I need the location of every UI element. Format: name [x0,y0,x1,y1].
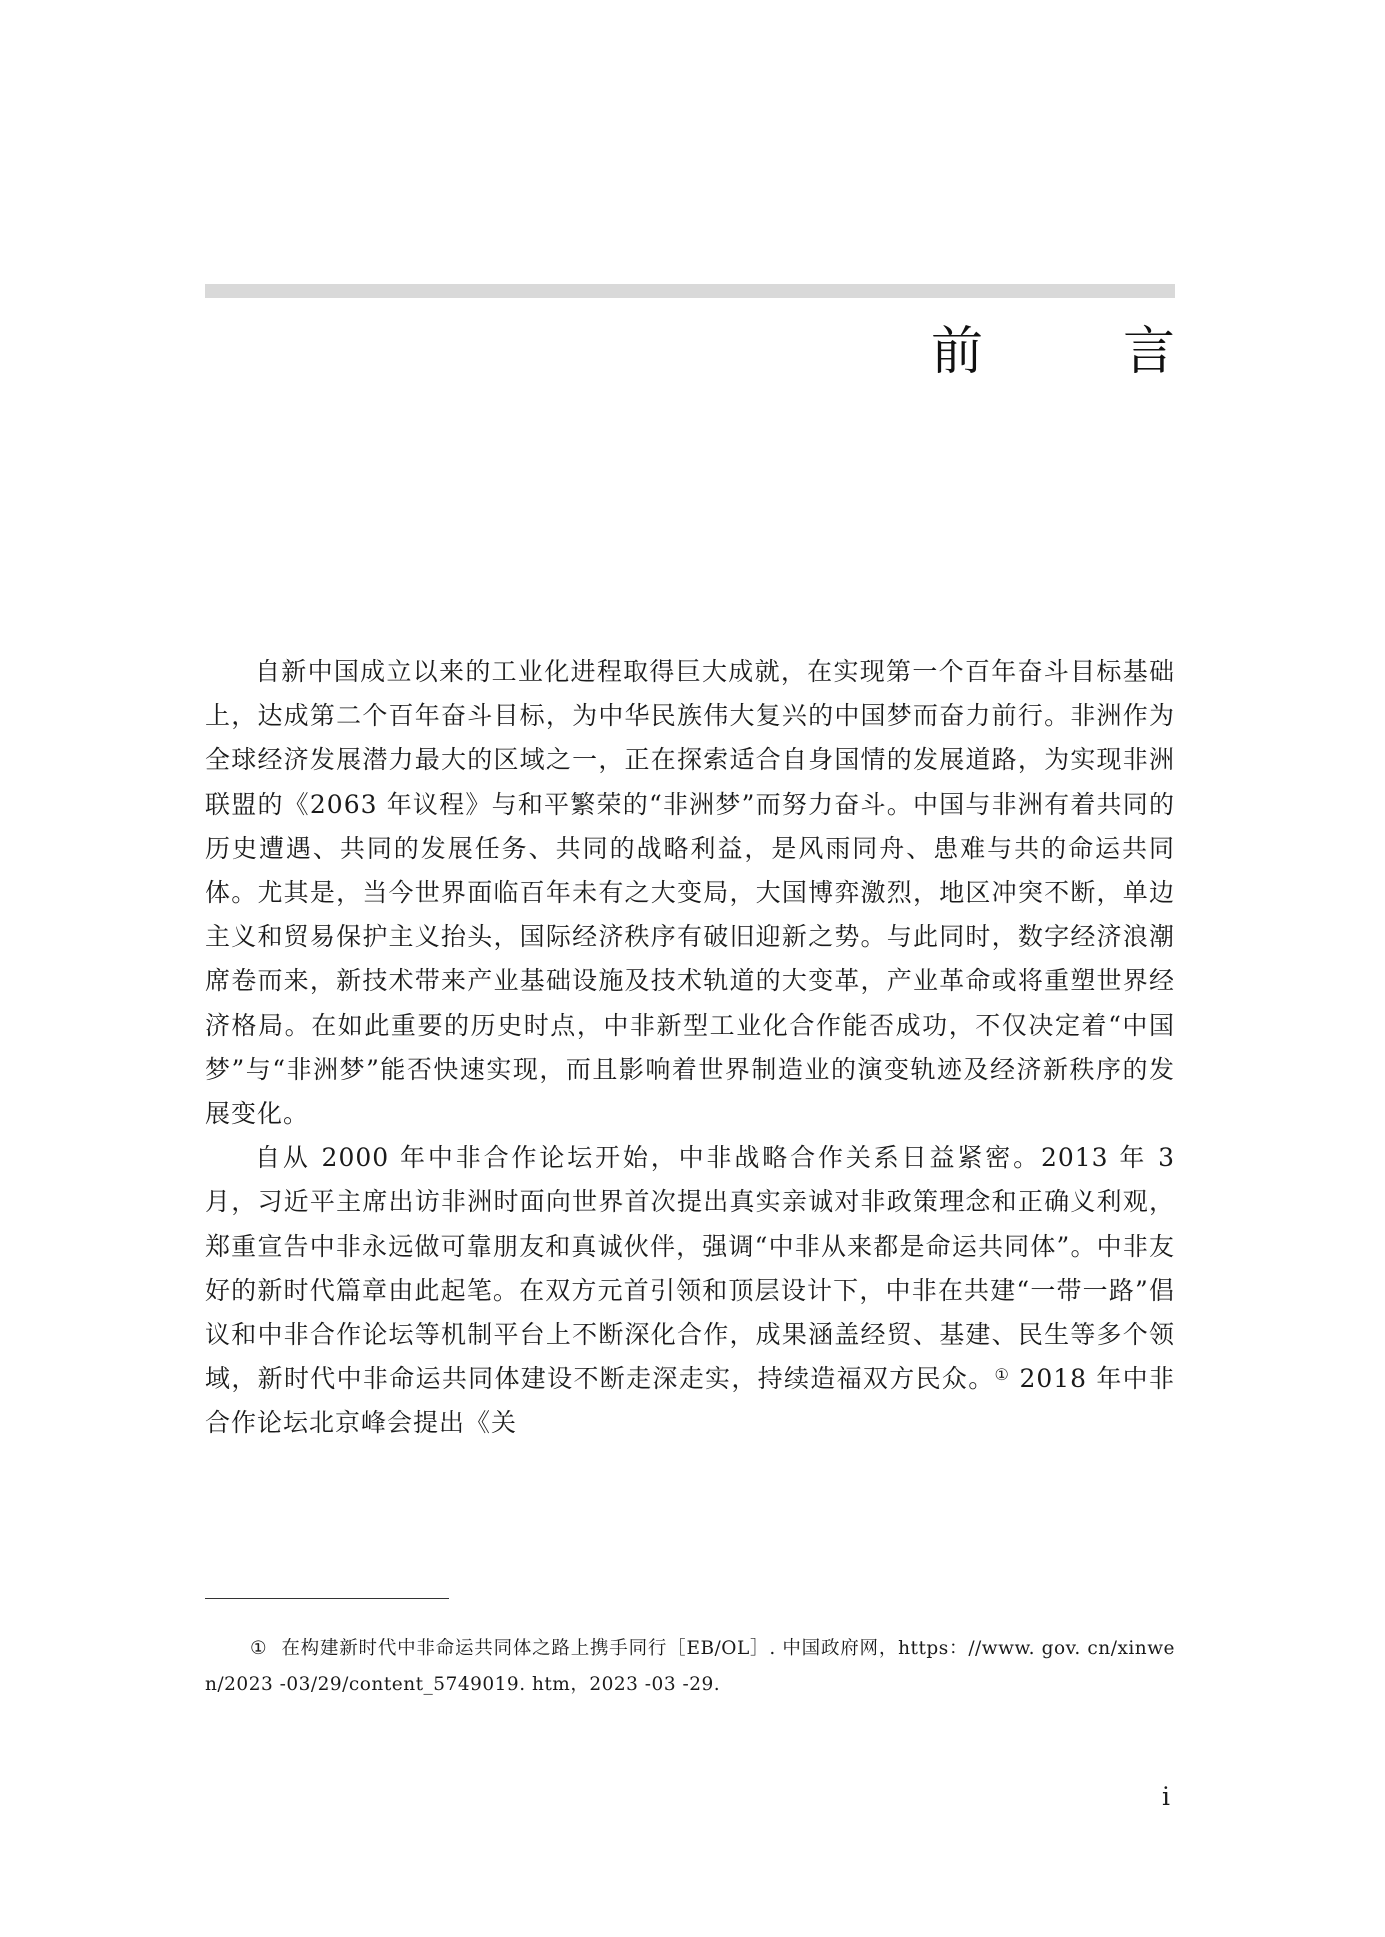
footnote-separator [205,1598,449,1599]
page-number: i [1162,1782,1170,1811]
paragraph-2-text: 自从 2000 年中非合作论坛开始，中非战略合作关系日益紧密。2013 年 3 月，习近平主席出访非洲时面向世界首次提出真实亲诚对非政策理念和正确义利观，郑重宣告中非永远做可靠朋友和真诚伙伴，强调“中非从来都是命运共同体”。中非友好的新时代篇章由此起笔。在双方元首引领和顶层设计下，中非在共建“一带一路”倡议和中非合作论坛等机制平台上不断深化合作，成果涵盖经贸、基建、民生等多个领域，新时代中非命运共同体建设不断走深走实，持续造福双方民众。 [205,1143,1175,1394]
footnote-reference[interactable]: ① [994,1365,1011,1385]
header-rule [205,284,1175,298]
footnote-number: ① [250,1638,268,1659]
footnote [205,1631,1175,1703]
chapter-title: 前 言 [930,322,1219,382]
body-text [205,650,1175,1446]
paragraph-2 [205,1136,1175,1445]
paragraph-1: 自新中国成立以来的工业化进程取得巨大成就，在实现第一个百年奋斗目标基础上，达成第二个百年奋斗目标，为中华民族伟大复兴的中国梦而奋力前行。非洲作为全球经济发展潜力最大的区域之一，正在探索适合自身国情的发展道路，为实现非洲联盟的《2063 年议程》与和平繁荣的“非洲梦”而努力奋斗。中国与非洲有着共同的历史遭遇、共同的发展任务、共同的战略利益，是风雨同舟、患难与共的命运共同体。尤其是，当今世界面临百年未有之大变局，大国博弈激烈，地区冲突不断，单边主义和贸易保护主义抬头，国际经济秩序有破旧迎新之势。与此同时，数字经济浪潮席卷而来，新技术带来产业基础设施及技术轨道的大变革，产业革命或将重塑世界经济格局。在如此重要的历史时点，中非新型工业化合作能否成功，不仅决定着“中国梦”与“非洲梦”能否快速实现，而且影响着世界制造业的演变轨迹及经济新秩序的发展变化。 [205,657,1175,1129]
paragraph-2-continuation: 2018 年中非合作论坛北京峰会提出《关 [205,1364,1175,1438]
footnote-text: 在构建新时代中非命运共同体之路上携手同行［EB/OL］. 中国政府网，https：//www. gov. cn/xinwen/2023 -03/29/content_5749019. htm，2023 -03 -29. [205,1638,1175,1695]
